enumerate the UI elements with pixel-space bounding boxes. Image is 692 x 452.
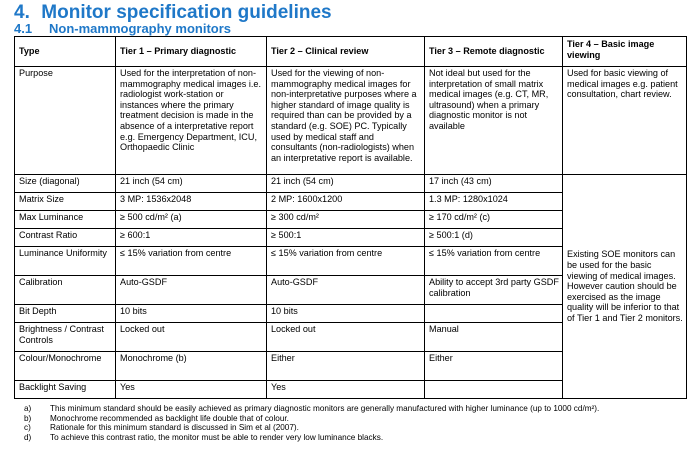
- header-type: Type: [15, 37, 116, 67]
- footnote: [24, 433, 599, 443]
- subsection-heading: [14, 21, 231, 36]
- row-label: Matrix Size: [15, 193, 116, 211]
- cell-tier2: ≥ 300 cd/m²: [267, 211, 425, 229]
- cell-tier2: 21 inch (54 cm): [267, 175, 425, 193]
- cell-tier3: ≥ 170 cd/m² (c): [425, 211, 563, 229]
- cell-tier1: 21 inch (54 cm): [116, 175, 267, 193]
- footnote: [24, 423, 599, 433]
- cell-tier3: ≥ 500:1 (d): [425, 229, 563, 247]
- cell-tier3: [425, 381, 563, 399]
- header-tier2: Tier 2 – Clinical review: [267, 37, 425, 67]
- cell-tier2: Yes: [267, 381, 425, 399]
- cell-tier1: ≥ 600:1: [116, 229, 267, 247]
- footnote: [24, 414, 599, 424]
- row-label: Brightness / Contrast Controls: [15, 323, 116, 352]
- cell-tier2: 10 bits: [267, 305, 425, 323]
- cell-tier1: 10 bits: [116, 305, 267, 323]
- section-number: 4.: [14, 2, 30, 23]
- row-label: Calibration: [15, 276, 116, 305]
- cell-tier1: Locked out: [116, 323, 267, 352]
- cell-tier3: Manual: [425, 323, 563, 352]
- footnote-text: Monochrome recommended as backlight life double that of colour.: [50, 413, 289, 423]
- cell-tier3: [425, 305, 563, 323]
- header-tier3: Tier 3 – Remote diagnostic: [425, 37, 563, 67]
- cell-tier2: ≥ 500:1: [267, 229, 425, 247]
- row-label: Bit Depth: [15, 305, 116, 323]
- tier4-merged-note: Existing SOE monitors can be used for the basic viewing of medical images. However caution should be exercised as the image quality will be inferior to that of Tier 1 and Tier 2 monitors.: [563, 175, 687, 399]
- cell-tier3: 17 inch (43 cm): [425, 175, 563, 193]
- cell-tier1: ≥ 500 cd/m² (a): [116, 211, 267, 229]
- row-label: Luminance Uniformity: [15, 247, 116, 276]
- header-tier1: Tier 1 – Primary diagnostic: [116, 37, 267, 67]
- table-row: [15, 175, 687, 193]
- cell-tier3: Ability to accept 3rd party GSDF calibration: [425, 276, 563, 305]
- cell-tier3: Either: [425, 352, 563, 381]
- cell-tier2: Either: [267, 352, 425, 381]
- subsection-number: 4.1: [14, 21, 33, 36]
- cell-tier1: 3 MP: 1536x2048: [116, 193, 267, 211]
- row-label: Size (diagonal): [15, 175, 116, 193]
- footnote-marker: b): [24, 413, 32, 423]
- row-label: Contrast Ratio: [15, 229, 116, 247]
- cell-tier3: 1.3 MP: 1280x1024: [425, 193, 563, 211]
- subsection-title: Non-mammography monitors: [49, 21, 232, 36]
- table-row: [15, 67, 687, 175]
- footnotes: [24, 404, 599, 442]
- row-label: Backlight Saving: [15, 381, 116, 399]
- table-header-row: [15, 37, 687, 67]
- cell-tier1: ≤ 15% variation from centre: [116, 247, 267, 276]
- cell-tier1: Used for the interpretation of non-mammography medical images i.e. radiologist work-station or instances where the primary treatment decision is made in the absence of a interpretative report e.g. Emergency Department, ICU, Orthopaedic Clinic: [116, 67, 267, 175]
- cell-tier3: ≤ 15% variation from centre: [425, 247, 563, 276]
- footnote-marker: a): [24, 404, 32, 413]
- monitor-spec-table: [14, 36, 687, 399]
- cell-tier2: 2 MP: 1600x1200: [267, 193, 425, 211]
- row-label: Purpose: [15, 67, 116, 175]
- cell-tier2: Locked out: [267, 323, 425, 352]
- cell-tier4: Used for basic viewing of medical images e.g. patient consultation, chart review.: [563, 67, 687, 175]
- header-tier4: Tier 4 – Basic image viewing: [563, 37, 687, 67]
- footnote-marker: c): [24, 423, 31, 433]
- cell-tier3: Not ideal but used for the interpretation of small matrix medical images (e.g. CT, MR, ultrasound) when a primary diagnostic monitor is not available: [425, 67, 563, 175]
- cell-tier1: Yes: [116, 381, 267, 399]
- footnote-text: This minimum standard should be easily achieved as primary diagnostic monitors are generally manufactured with higher luminance (up to 1000 cd/m²).: [50, 404, 600, 413]
- footnote-text: To achieve this contrast ratio, the monitor must be able to render very low luminance blacks.: [50, 432, 384, 442]
- cell-tier1: Auto-GSDF: [116, 276, 267, 305]
- footnote-marker: d): [24, 432, 32, 442]
- footnote-text: Rationale for this minimum standard is discussed in Sim et al (2007).: [50, 423, 299, 433]
- section-title: Monitor specification guidelines: [41, 2, 332, 23]
- row-label: Max Luminance: [15, 211, 116, 229]
- cell-tier1: Monochrome (b): [116, 352, 267, 381]
- cell-tier2: Auto-GSDF: [267, 276, 425, 305]
- footnote: [24, 404, 599, 414]
- cell-tier2: ≤ 15% variation from centre: [267, 247, 425, 276]
- cell-tier2: Used for the viewing of non-mammography medical images for non-interpretative purposes where a higher standard of image quality is required than can be provided by a standard (e.g. SOE) PC. Typically used by medical staff and consultants (non-radiologists) when an interpretative report is available.: [267, 67, 425, 175]
- row-label: Colour/Monochrome: [15, 352, 116, 381]
